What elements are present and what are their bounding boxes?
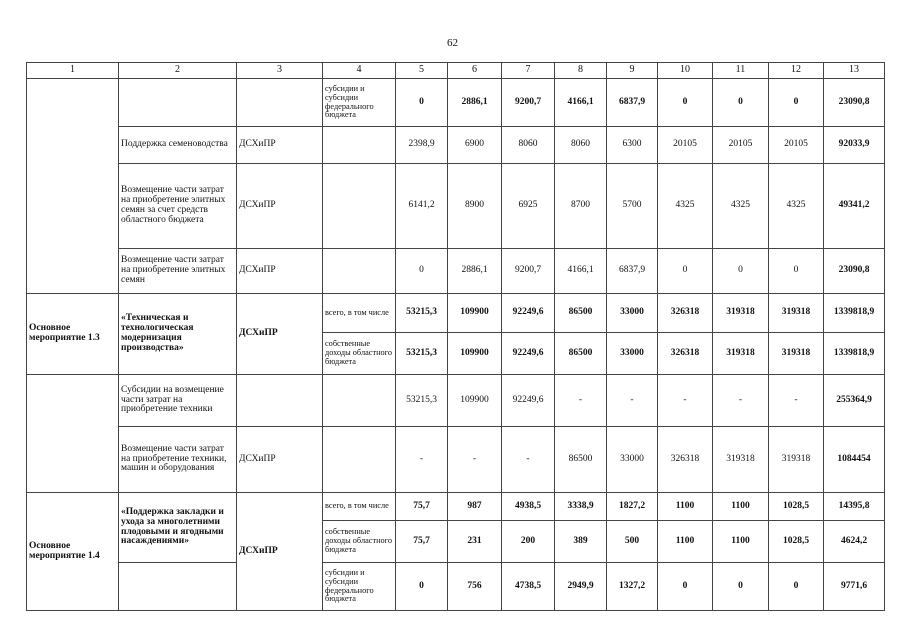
- empty-cell: [27, 79, 119, 294]
- value-cell: 2886,1: [448, 79, 502, 127]
- value-cell: 326318: [658, 333, 713, 375]
- header-cell: 9: [607, 63, 658, 79]
- value-cell: 3338,9: [555, 493, 607, 521]
- table-row: [27, 427, 885, 493]
- funding-source-cell: собственные доходы областного бюджета: [323, 333, 396, 375]
- value-cell: 319318: [713, 333, 769, 375]
- value-cell: 255364,9: [824, 375, 885, 427]
- value-cell: 1327,2: [607, 563, 658, 611]
- value-cell: -: [555, 375, 607, 427]
- value-cell: 319318: [713, 427, 769, 493]
- header-cell: 6: [448, 63, 502, 79]
- value-cell: 4166,1: [555, 79, 607, 127]
- empty-cell: [237, 375, 323, 427]
- funding-source-cell: всего, в том числе: [323, 294, 396, 333]
- value-cell: 33000: [607, 333, 658, 375]
- measure-name-cell: Возмещение части затрат на приобретение элитных семян за счет средств областного бюджета: [119, 164, 237, 249]
- value-cell: 6900: [448, 127, 502, 164]
- value-cell: 4938,5: [502, 493, 555, 521]
- executor-cell: ДСХиПР: [237, 127, 323, 164]
- value-cell: 6300: [607, 127, 658, 164]
- value-cell: 319318: [769, 333, 824, 375]
- empty-cell: [237, 79, 323, 127]
- table-row: [27, 563, 885, 611]
- header-cell: 12: [769, 63, 824, 79]
- header-cell: 7: [502, 63, 555, 79]
- value-cell: 326318: [658, 294, 713, 333]
- value-cell: 0: [658, 249, 713, 294]
- value-cell: 4738,5: [502, 563, 555, 611]
- value-cell: 9200,7: [502, 249, 555, 294]
- page-number: 62: [447, 37, 458, 49]
- budget-table: [26, 62, 885, 611]
- value-cell: 0: [396, 79, 448, 127]
- header-cell: 5: [396, 63, 448, 79]
- value-cell: -: [502, 427, 555, 493]
- header-cell: 10: [658, 63, 713, 79]
- value-cell: 4325: [658, 164, 713, 249]
- value-cell: 6141,2: [396, 164, 448, 249]
- table-row: [27, 493, 885, 521]
- value-cell: 53215,3: [396, 375, 448, 427]
- value-cell: 0: [396, 563, 448, 611]
- value-cell: 92033,9: [824, 127, 885, 164]
- executor-cell: ДСХиПР: [237, 427, 323, 493]
- value-cell: 23090,8: [824, 79, 885, 127]
- value-cell: 1028,5: [769, 493, 824, 521]
- table-row: [27, 375, 885, 427]
- value-cell: 1100: [658, 493, 713, 521]
- value-cell: 14395,8: [824, 493, 885, 521]
- header-cell: 13: [824, 63, 885, 79]
- main-measure-name: «Поддержка закладки и ухода за многолетними плодовыми и ягодными насаждениями»: [119, 493, 237, 563]
- value-cell: 2398,9: [396, 127, 448, 164]
- value-cell: 987: [448, 493, 502, 521]
- value-cell: 20105: [658, 127, 713, 164]
- value-cell: 0: [658, 563, 713, 611]
- header-cell: 3: [237, 63, 323, 79]
- table-row: [27, 127, 885, 164]
- value-cell: 389: [555, 521, 607, 563]
- value-cell: -: [607, 375, 658, 427]
- value-cell: 0: [713, 563, 769, 611]
- header-row: [27, 63, 885, 79]
- value-cell: 4325: [713, 164, 769, 249]
- value-cell: 1827,2: [607, 493, 658, 521]
- value-cell: 53215,3: [396, 294, 448, 333]
- table-row: [27, 164, 885, 249]
- value-cell: 0: [769, 249, 824, 294]
- executor-cell: ДСХиПР: [237, 249, 323, 294]
- value-cell: 4624,2: [824, 521, 885, 563]
- header-cell: 2: [119, 63, 237, 79]
- value-cell: -: [713, 375, 769, 427]
- value-cell: 92249,6: [502, 333, 555, 375]
- value-cell: -: [448, 427, 502, 493]
- funding-source-cell: субсидии и субсидии федерального бюджета: [323, 563, 396, 611]
- empty-cell: [323, 127, 396, 164]
- value-cell: 326318: [658, 427, 713, 493]
- header-cell: 1: [27, 63, 119, 79]
- executor-cell: ДСХиПР: [237, 294, 323, 375]
- empty-cell: [27, 375, 119, 493]
- value-cell: 6837,9: [607, 79, 658, 127]
- value-cell: 8700: [555, 164, 607, 249]
- value-cell: 0: [396, 249, 448, 294]
- empty-cell: [323, 375, 396, 427]
- value-cell: 8060: [502, 127, 555, 164]
- value-cell: 1339818,9: [824, 294, 885, 333]
- value-cell: 9200,7: [502, 79, 555, 127]
- header-cell: 8: [555, 63, 607, 79]
- value-cell: -: [658, 375, 713, 427]
- measure-name-cell: Поддержка семеноводства: [119, 127, 237, 164]
- value-cell: 75,7: [396, 493, 448, 521]
- funding-source-cell: всего, в том числе: [323, 493, 396, 521]
- value-cell: 319318: [713, 294, 769, 333]
- value-cell: 6925: [502, 164, 555, 249]
- main-measure-label: Основное мероприятие 1.3: [27, 294, 119, 375]
- value-cell: 1339818,9: [824, 333, 885, 375]
- value-cell: 86500: [555, 294, 607, 333]
- value-cell: 33000: [607, 294, 658, 333]
- value-cell: 319318: [769, 294, 824, 333]
- value-cell: 86500: [555, 333, 607, 375]
- header-cell: 4: [323, 63, 396, 79]
- value-cell: 0: [769, 563, 824, 611]
- value-cell: 319318: [769, 427, 824, 493]
- value-cell: 1100: [713, 493, 769, 521]
- value-cell: 109900: [448, 294, 502, 333]
- main-measure-name: «Техническая и технологическая модернизация производства»: [119, 294, 237, 375]
- main-measure-label: Основное мероприятие 1.4: [27, 493, 119, 611]
- value-cell: 0: [658, 79, 713, 127]
- value-cell: 109900: [448, 333, 502, 375]
- table-row: [27, 249, 885, 294]
- funding-source-cell: субсидии и субсидии федерального бюджета: [323, 79, 396, 127]
- value-cell: 20105: [769, 127, 824, 164]
- table-row: [27, 79, 885, 127]
- executor-cell: ДСХиПР: [237, 164, 323, 249]
- value-cell: 0: [769, 79, 824, 127]
- value-cell: -: [396, 427, 448, 493]
- value-cell: 0: [713, 249, 769, 294]
- value-cell: 6837,9: [607, 249, 658, 294]
- value-cell: 92249,6: [502, 294, 555, 333]
- value-cell: 8900: [448, 164, 502, 249]
- executor-cell: ДСХиПР: [237, 493, 323, 611]
- value-cell: 4166,1: [555, 249, 607, 294]
- measure-name-cell: Субсидии на возмещение части затрат на приобретение техники: [119, 375, 237, 427]
- value-cell: 23090,8: [824, 249, 885, 294]
- value-cell: 86500: [555, 427, 607, 493]
- value-cell: 20105: [713, 127, 769, 164]
- value-cell: 8060: [555, 127, 607, 164]
- value-cell: 75,7: [396, 521, 448, 563]
- value-cell: 1100: [658, 521, 713, 563]
- value-cell: 0: [713, 79, 769, 127]
- value-cell: 49341,2: [824, 164, 885, 249]
- value-cell: 53215,3: [396, 333, 448, 375]
- table-row: [27, 294, 885, 333]
- empty-cell: [323, 164, 396, 249]
- value-cell: 1084454: [824, 427, 885, 493]
- funding-source-cell: собственные доходы областного бюджета: [323, 521, 396, 563]
- value-cell: 5700: [607, 164, 658, 249]
- value-cell: 200: [502, 521, 555, 563]
- empty-cell: [323, 427, 396, 493]
- measure-name-cell: Возмещение части затрат на приобретение элитных семян: [119, 249, 237, 294]
- empty-cell: [119, 563, 237, 611]
- value-cell: -: [769, 375, 824, 427]
- value-cell: 1100: [713, 521, 769, 563]
- value-cell: 500: [607, 521, 658, 563]
- measure-name-cell: Возмещение части затрат на приобретение техники, машин и оборудования: [119, 427, 237, 493]
- value-cell: 9771,6: [824, 563, 885, 611]
- value-cell: 2949,9: [555, 563, 607, 611]
- value-cell: 231: [448, 521, 502, 563]
- empty-cell: [119, 79, 237, 127]
- value-cell: 109900: [448, 375, 502, 427]
- value-cell: 1028,5: [769, 521, 824, 563]
- value-cell: 756: [448, 563, 502, 611]
- header-cell: 11: [713, 63, 769, 79]
- value-cell: 4325: [769, 164, 824, 249]
- value-cell: 33000: [607, 427, 658, 493]
- value-cell: 2886,1: [448, 249, 502, 294]
- empty-cell: [323, 249, 396, 294]
- value-cell: 92249,6: [502, 375, 555, 427]
